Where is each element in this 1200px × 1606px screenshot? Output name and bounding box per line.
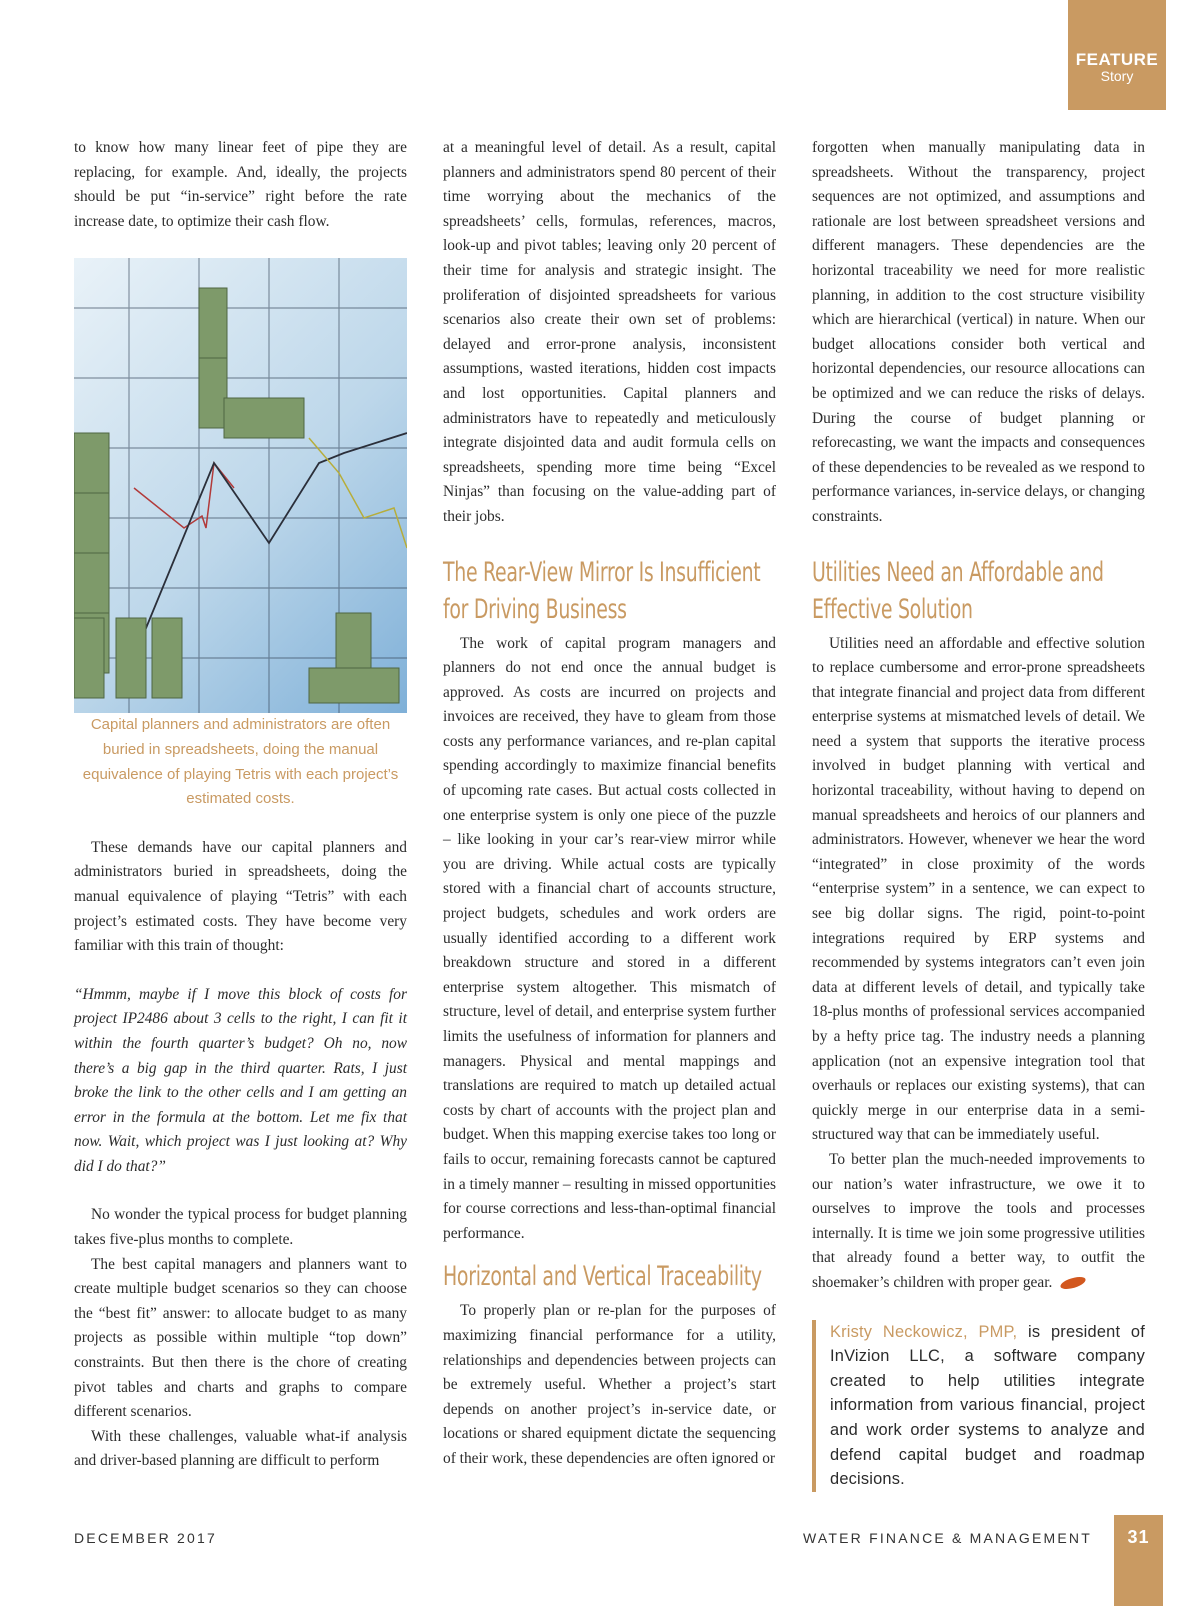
footer-date: DECEMBER 2017: [74, 1530, 217, 1546]
money-tetris-chart-image: [74, 258, 407, 713]
column-2: [443, 136, 776, 1472]
col3-paragraph-3: [812, 1148, 1145, 1296]
feature-label: FEATURE: [1075, 50, 1159, 69]
col1-paragraph-5: With these challenges, valuable what-if analysis and driver-based planning are difficult to perform: [74, 1427, 407, 1470]
end-mark-icon: [1060, 1276, 1088, 1291]
chart-illustration-svg: [74, 258, 407, 713]
column-3: [812, 136, 1145, 1492]
author-bio-text: is president of InVizion LLC, a software company created to help utilities integrate information from various financial, project and work order systems to analyze and defend capital budget and roadmap decisions.: [830, 1322, 1146, 1489]
story-label: Story: [1100, 68, 1134, 84]
subheading-traceability: Horizontal and Vertical Traceability: [443, 1261, 762, 1293]
col1-paragraph-3: No wonder the typical process for budget planning takes five-plus months to complete.: [74, 1206, 407, 1249]
feature-story-tab: [1068, 0, 1166, 110]
author-bio: [812, 1320, 1145, 1492]
photo-caption: Capital planners and administrators are often buried in spreadsheets, doing the manual equivalence of playing Tetris with each project’s estimated costs.: [82, 716, 399, 808]
page-number: 31: [1114, 1515, 1163, 1606]
col1-paragraph-1: to know how many linear feet of pipe they are replacing, for example. And, ideally, the projects should be put “in-service” right before the rate increase date, to optimize their cash flow.: [74, 139, 407, 230]
col1-paragraph-2: These demands have our capital planners and administrators buried in spreadsheets, doing the manual equivalence of playing “Tetris” with each project’s estimated costs. They have become very familiar with this train of thought:: [74, 838, 407, 955]
col3-paragraph-1: forgotten when manually manipulating data in spreadsheets. Without the transparency, project sequences are not optimized, and assumptions and rationale are lost between spreadsheet versions and different managers. These dependencies are the horizontal traceability we need for more realistic planning, in addition to the cost structure visibility which are hierarchical (vertical) in nature. When our budget allocations consider both vertical and horizontal dependencies, our resource allocations can be optimized and we can reduce the risks of delays. During the course of budget planning or reforecasting, we want the impacts and consequences of these dependencies to be revealed as we respond to performance variances, in-service delays, or changing constraints.: [812, 139, 1145, 525]
footer-publication: WATER FINANCE & MANAGEMENT: [803, 1530, 1092, 1546]
col3-paragraph-2: Utilities need an affordable and effective solution to replace cumbersome and error-prone spreadsheets that integrate financial and project data from different enterprise systems at mismatched levels of detail. We need a system that supports the iterative process involved in budget planning with vertical and horizontal traceability, without having to depend on manual spreadsheets and heroics of our planners and administrators. However, whenever we hear the word “integrated” in close proximity of the words “enterprise system” in a sentence, we can expect to see big dollar signs. The rigid, point-to-point integrations required by ERP systems and recommended by systems integrators can’t even join data at different levels of detail, and typically take 18-plus months of professional services accompanied by a hefty price tag. The industry needs a planning application (not an expensive integration tool that overhauls or replaces our existing systems), that can quickly merge in our enterprise data in a semi-structured way that can be immediately useful.: [812, 634, 1145, 1144]
col3-paragraph-3-text: To better plan the much-needed improvements to our nation’s water infrastructure, we owe it to ourselves to improve the tools and processes internally. It is time we join some progressive utilities that already found a better way, to outfit the shoemaker’s children with proper gear.: [812, 1150, 1145, 1291]
col2-paragraph-2: The work of capital program managers and planners do not end once the annual budget is approved. As costs are incurred on projects and invoices are received, they have to gleam from those costs any performance variances, and re-plan capital spending accordingly to maximize financial benefits of upcoming rate cases. But actual costs collected in one enterprise system is only one piece of the puzzle – like looking in your car’s rear-view mirror while you are driving. While actual costs are typically stored with a financial chart of accounts structure, project budgets, schedules and work orders are usually identified according to a different work breakdown structure and stored in a different enterprise system altogether. This mismatch of structure, level of detail, and enterprise system further limits the usefulness of information for planners and managers. Physical and mental mappings and translations are required to match up detailed actual costs by chart of accounts with the project plan and budget. When this mapping exercise takes too long or fails to occur, remaining forecasts cannot be captured in a timely manner – resulting in missed opportunities for course corrections and less-than-optimal financial performance.: [443, 634, 776, 1242]
subheading-affordable-solution: Utilities Need an Affordable and Effective Solution: [812, 556, 1104, 625]
pull-quote: “Hmmm, maybe if I move this block of costs for project IP2486 about 3 cells to the right, I can fit it within the fourth quarter’s budget? Oh no, now there’s a big gap in the third quarter. Rats, I just broke the link to the other cells and I am getting an error in the formula at the bottom. Let me fix that now. Wait, which project was I just looking at? Why did I do that?”: [74, 985, 407, 1175]
subheading-rear-view-mirror: The Rear-View Mirror Is Insufficient for Driving Business: [443, 556, 761, 625]
col1-paragraph-4: The best capital managers and planners want to create multiple budget scenarios so they can choose the “best fit” answer: to allocate budget to as many projects as possible within multiple “top down” constraints. But then there is the chore of creating pivot tables and charts and graphs to compare different scenarios.: [74, 1255, 407, 1421]
col2-paragraph-3: To properly plan or re-plan for the purposes of maximizing financial performance for a utility, relationships and dependencies between projects can be extremely useful. Whether a project’s start depends on another project’s in-service date, or locations or shared equipment dictate the sequencing of their work, these dependencies are often ignored or: [443, 1302, 776, 1467]
col2-paragraph-1: at a meaningful level of detail. As a result, capital planners and administrators spend 80 percent of their time worrying about the mechanics of the spreadsheets’ cells, formulas, references, macros, look-up and pivot tables; leaving only 20 percent of their time for analysis and strategic insight. The proliferation of disjointed spreadsheets for various scenarios also create their own set of problems: delayed and error-prone analysis, inconsistent assumptions, wasted iterations, hidden cost impacts and lost opportunities. Capital planners and administrators have to repeatedly and meticulously integrate disjointed data and audit formula cells on spreadsheets, spending more time being “Excel Ninjas” than focusing on the value-adding part of their jobs.: [443, 139, 776, 525]
author-name: Kristy Neckowicz, PMP,: [830, 1322, 1018, 1341]
column-1: [74, 136, 407, 1474]
